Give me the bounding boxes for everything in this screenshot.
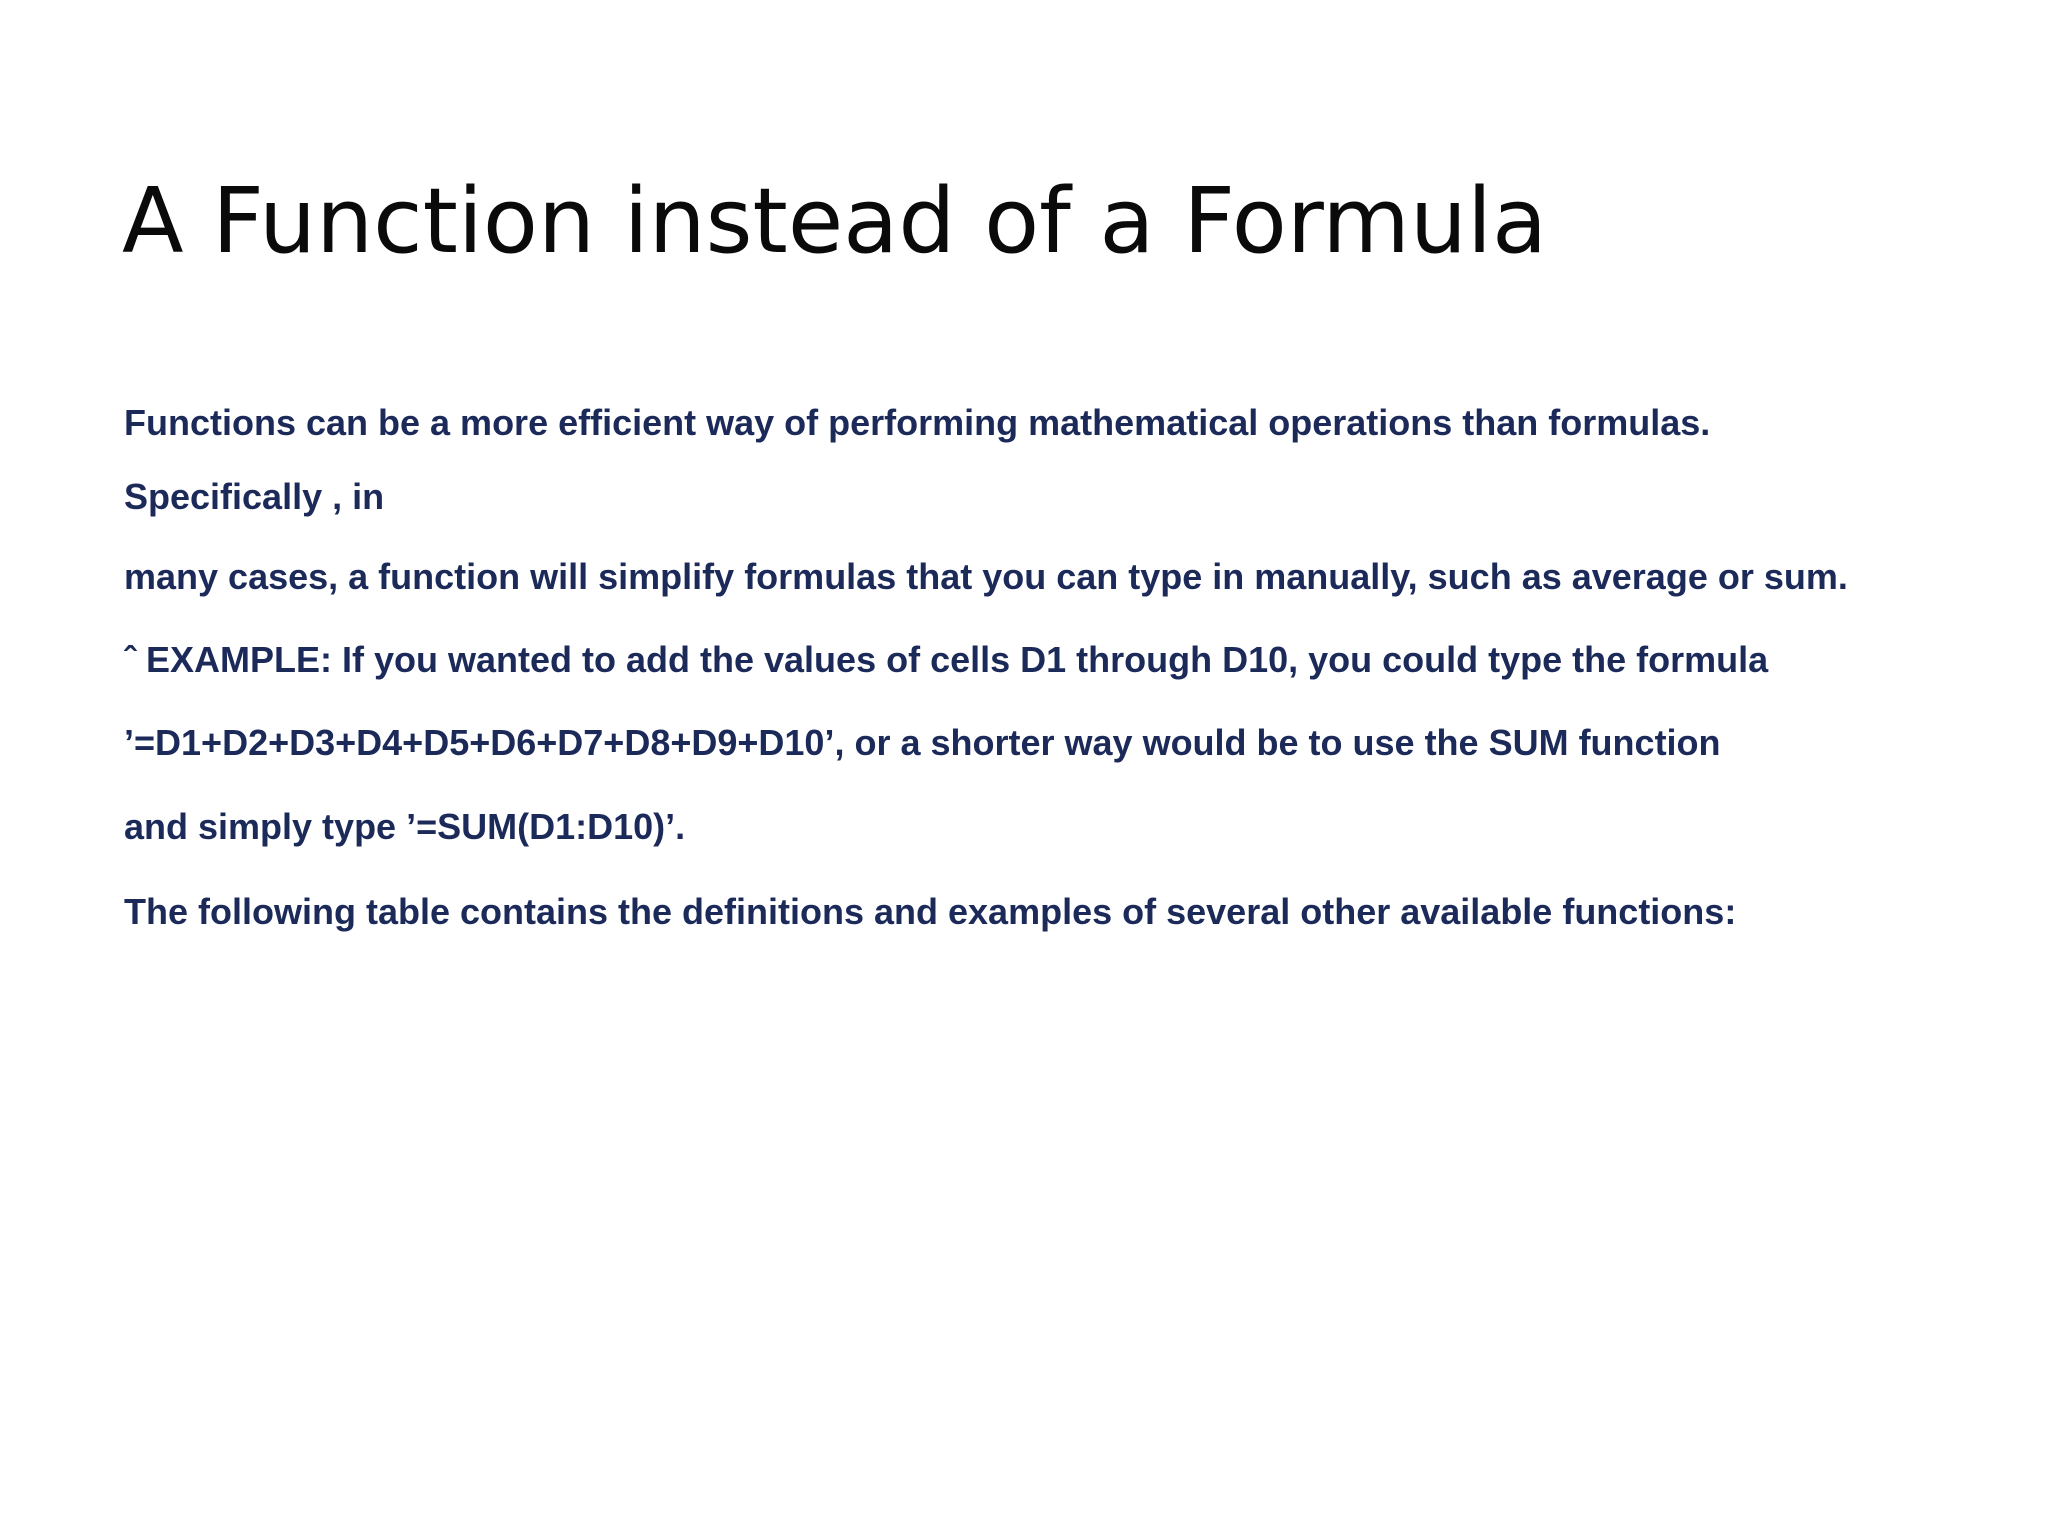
body-line-example-text: EXAMPLE: If you wanted to add the values of cells D1 through D10, you could type the formula: [146, 639, 1769, 680]
bullet-caret-icon: ˆ: [124, 639, 136, 680]
body-line-intro: Functions can be a more efficient way of performing mathematical operations than formulas.: [124, 402, 1711, 443]
body-line-specifically: Specifically , in: [124, 476, 385, 517]
slide-title: A Function instead of a Formula: [122, 169, 1548, 274]
body-line-table-intro: The following table contains the definitions and examples of several other available functions:: [124, 891, 1737, 932]
body-line-example: [124, 638, 1768, 682]
body-line-sum: and simply type ’=SUM(D1:D10)’.: [124, 806, 686, 847]
body-line-formula: ’=D1+D2+D3+D4+D5+D6+D7+D8+D9+D10’, or a shorter way would be to use the SUM function: [124, 722, 1721, 763]
body-line-many-cases: many cases, a function will simplify formulas that you can type in manually, such as average or sum.: [124, 556, 1848, 597]
